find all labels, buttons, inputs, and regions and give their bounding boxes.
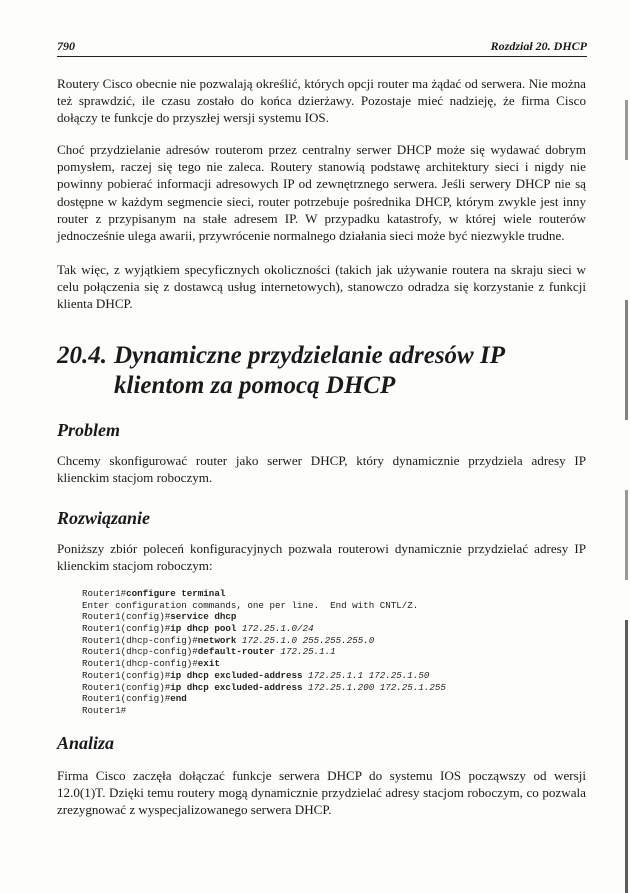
paragraph-cisco-options: Routery Cisco obecnie nie pozwalają określić, których opcji router ma żądać od serwera. Nie można też sprawdzić, ile czasu zostało do końca dzierżawy. Pozostaje mieć nadzieję, że firma Cisco dołączy te funkcje do przyszłej wersji systemu IOS. bbox=[57, 76, 586, 126]
paragraph-solution: Poniższy zbiór poleceń konfiguracyjnych pozwala routerowi dynamicznie przydzielać adresy IP klienckim stacjom roboczym: bbox=[57, 541, 586, 574]
scan-edge-marks bbox=[620, 60, 630, 893]
code-line: Router1(dhcp-config)#default-router 172.25.1.1 bbox=[82, 646, 336, 658]
code-line: Router1(config)#ip dhcp excluded-address 172.25.1.200 172.25.1.255 bbox=[82, 681, 446, 693]
page-number: 790 bbox=[57, 39, 75, 53]
paragraph-client-advice: Tak więc, z wyjątkiem specyficznych okoliczności (takich jak używanie routera na skraju sieci w celu połączenia się z dostawcą usług internetowych), stanowczo odradza się korzystanie z funkcji klienta DHCP. bbox=[57, 262, 586, 312]
code-line: Router1(config)#service dhcp bbox=[82, 611, 237, 623]
paragraph-analysis: Firma Cisco zaczęła dołączać funkcje serwera DHCP do systemu IOS począwszy od wersji 12.0(1)T. Dzięki temu routery mogą dynamicznie przydzielać adresy stacjom roboczym, co pozwala zrezygnować z wyspecjalizowanego serwera DHCP. bbox=[57, 768, 586, 818]
running-header bbox=[57, 40, 587, 57]
paragraph-dhcp-routers: Choć przydzielanie adresów routerom przez centralny serwer DHCP może się wydawać dobrym pomysłem, raczej się tego nie zaleca. Routery stanowią podstawę architektury sieci i nigdy nie powinny pobierać informacji adresowych IP od zewnętrznego serwera. Jeśli serwery DHCP nie są dostępne w każdym segmencie sieci, router potrzebuje pośrednika DHCP, którym zwykle jest inny router z przypisanym na stałe adresem IP. W przypadku katastrofy, w której wiele routerów jednocześnie ulega awarii, przywrócenie normalnego działania sieci może być niezwykle trudne. bbox=[57, 142, 586, 244]
paragraph-problem: Chcemy skonfigurować router jako serwer DHCP, który dynamicznie przydziela adresy IP klienckim stacjom roboczym. bbox=[57, 453, 586, 486]
code-line: Router1(dhcp-config)#network 172.25.1.0 255.255.255.0 bbox=[82, 634, 375, 646]
code-line: Enter configuration commands, one per line. End with CNTL/Z. bbox=[82, 599, 419, 611]
code-line: Router1#configure terminal bbox=[82, 588, 226, 599]
chapter-title: Rozdział 20. DHCP bbox=[490, 39, 587, 53]
section-title-line1: Dynamiczne przydzielanie adresów IP bbox=[114, 342, 505, 369]
section-number: 20.4. bbox=[57, 342, 107, 369]
code-line: Router1(config)#ip dhcp pool 172.25.1.0/24 bbox=[82, 623, 314, 635]
section-title-line2: klientom za pomocą DHCP bbox=[114, 372, 396, 399]
code-line: Router1(config)#ip dhcp excluded-address 172.25.1.1 172.25.1.50 bbox=[82, 669, 430, 681]
code-line: Router1(config)#end bbox=[82, 693, 187, 705]
subheading-problem: Problem bbox=[57, 420, 120, 440]
subheading-analysis: Analiza bbox=[57, 733, 115, 753]
subheading-solution: Rozwiązanie bbox=[57, 508, 151, 528]
code-line: Router1# bbox=[82, 704, 127, 716]
code-line: Router1(dhcp-config)#exit bbox=[82, 658, 220, 670]
code-listing bbox=[82, 588, 582, 717]
section-heading bbox=[57, 341, 586, 401]
